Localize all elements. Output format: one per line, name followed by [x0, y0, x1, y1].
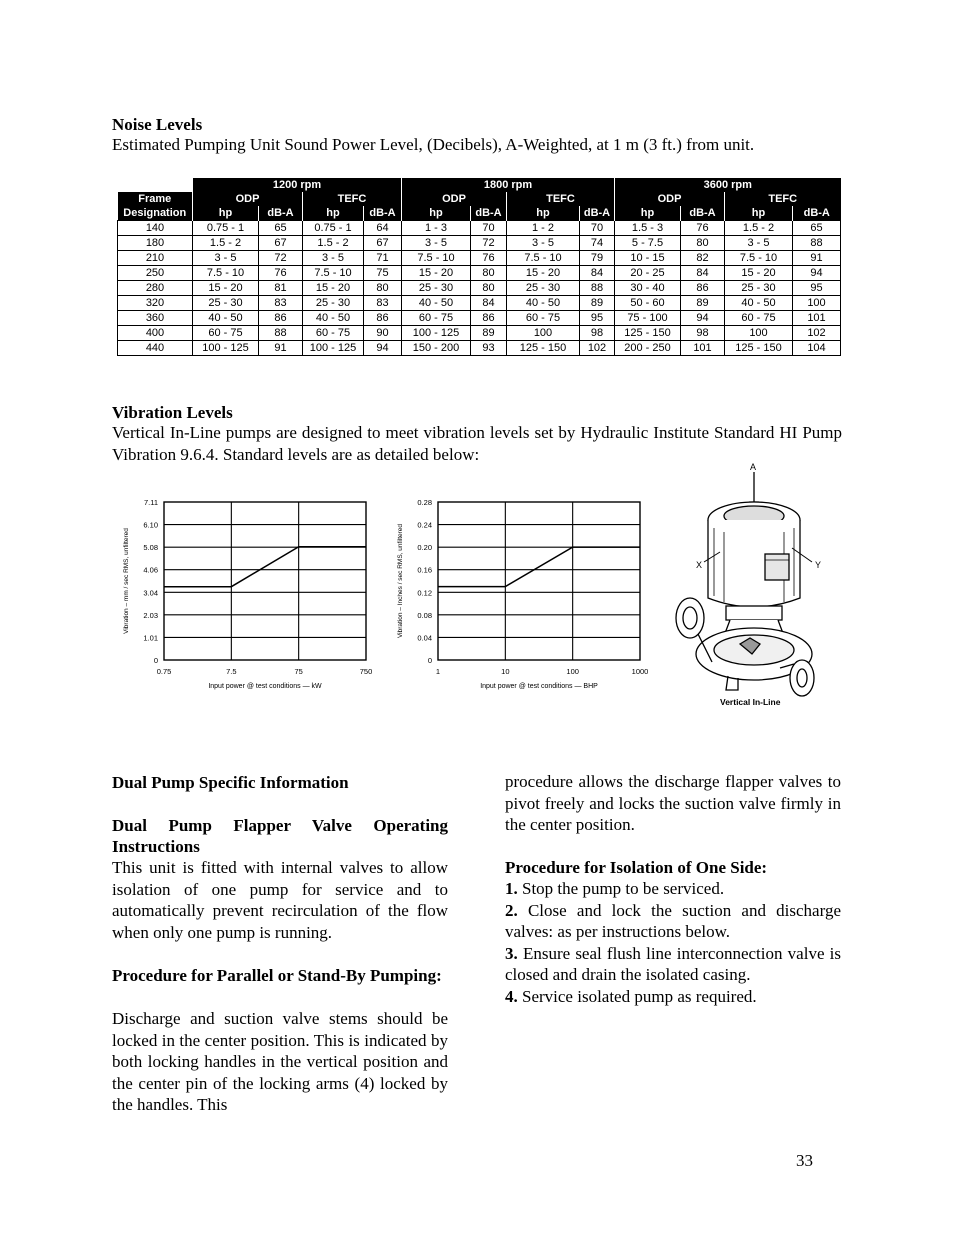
- step-number: 3.: [505, 943, 518, 963]
- table-cell: 60 - 75: [507, 311, 580, 326]
- y-tick-label: 0.24: [417, 520, 432, 530]
- table-cell: 25 - 30: [402, 281, 471, 296]
- table-cell: 25 - 30: [507, 281, 580, 296]
- table-row: [118, 341, 841, 356]
- table-cell: 210: [118, 251, 193, 266]
- vibration-chart-metric: [118, 492, 383, 697]
- illustration-caption: Vertical In-Line: [720, 697, 781, 707]
- parallel-text-b: procedure allows the discharge flapper valves to pivot freely and locks the suction valve firmly in the center position.: [505, 772, 841, 834]
- table-cell: 100: [793, 296, 841, 311]
- table-cell: 94: [793, 266, 841, 281]
- table-cell: 3 - 5: [303, 251, 364, 266]
- y-tick-label: 0.28: [417, 498, 432, 507]
- y-tick-label: 3.04: [143, 588, 158, 598]
- table-cell: 72: [471, 236, 507, 251]
- table-cell: 15 - 20: [507, 266, 580, 281]
- table-cell: 150 - 200: [402, 341, 471, 356]
- table-cell: 1.5 - 3: [615, 221, 681, 236]
- table-cell: 1 - 3: [402, 221, 471, 236]
- table-cell: 102: [793, 326, 841, 341]
- table-cell: 86: [471, 311, 507, 326]
- table-cell: 100 - 125: [303, 341, 364, 356]
- table-cell: 98: [580, 326, 615, 341]
- table-cell: 60 - 75: [402, 311, 471, 326]
- blank-header-cell: [118, 178, 193, 192]
- table-cell: 1.5 - 2: [193, 236, 259, 251]
- table-cell: 30 - 40: [615, 281, 681, 296]
- table-cell: 88: [793, 236, 841, 251]
- table-cell: 15 - 20: [402, 266, 471, 281]
- table-row: [118, 296, 841, 311]
- speed-header: 1200 rpm: [193, 178, 402, 192]
- hp-header: hp: [303, 206, 364, 221]
- table-cell: 74: [580, 236, 615, 251]
- table-row: [118, 281, 841, 296]
- table-cell: 125 - 150: [507, 341, 580, 356]
- table-cell: 10 - 15: [615, 251, 681, 266]
- table-cell: 80: [364, 281, 402, 296]
- y-tick-label: 0.08: [417, 610, 432, 620]
- table-cell: 40 - 50: [402, 296, 471, 311]
- x-tick-label: 750: [359, 667, 373, 676]
- table-cell: 50 - 60: [615, 296, 681, 311]
- step-item: [505, 986, 841, 1008]
- table-cell: 82: [681, 251, 725, 266]
- dba-header: dB-A: [471, 206, 507, 221]
- noise-heading: Noise Levels: [112, 115, 203, 134]
- vibration-heading: Vibration Levels: [112, 403, 233, 422]
- vertical-inline-pump-illustration: [668, 458, 838, 710]
- table-cell: 100: [725, 326, 793, 341]
- y-tick-label: 5.08: [143, 543, 158, 553]
- noise-table: [117, 178, 841, 356]
- plot-frame: [438, 502, 640, 660]
- table-cell: 0.75 - 1: [303, 221, 364, 236]
- table-cell: 76: [681, 221, 725, 236]
- enclosure-header: ODP: [402, 192, 507, 206]
- table-cell: 64: [364, 221, 402, 236]
- x-tick-label: 75: [294, 667, 303, 676]
- table-cell: 100 - 125: [402, 326, 471, 341]
- enclosure-header: TEFC: [725, 192, 841, 206]
- table-cell: 83: [364, 296, 402, 311]
- y-tick-label: 0: [153, 656, 158, 665]
- y-tick-label: 1.01: [143, 633, 158, 643]
- vibration-limit-line: [438, 547, 640, 587]
- table-cell: 100: [507, 326, 580, 341]
- step-number: 1.: [505, 879, 518, 898]
- table-cell: 101: [793, 311, 841, 326]
- x-tick-label: 0.75: [156, 667, 172, 676]
- table-cell: 180: [118, 236, 193, 251]
- step-text: Service isolated pump as required.: [522, 986, 757, 1006]
- table-cell: 25 - 30: [193, 296, 259, 311]
- hp-header: hp: [615, 206, 681, 221]
- x-tick-label: 7.5: [226, 667, 237, 676]
- table-cell: 1.5 - 2: [725, 221, 793, 236]
- table-row: [118, 221, 841, 236]
- table-cell: 95: [580, 311, 615, 326]
- enclosure-header: ODP: [193, 192, 303, 206]
- x-tick-label: 1: [435, 667, 441, 676]
- flapper-intro: This unit is fitted with internal valves to allow isolation of one pump for service and to automatically prevent recirculation of the flow when only one pump is running.: [112, 858, 448, 942]
- table-cell: 80: [471, 281, 507, 296]
- table-cell: 1 - 2: [507, 221, 580, 236]
- table-cell: 250: [118, 266, 193, 281]
- table-cell: 0.75 - 1: [193, 221, 259, 236]
- table-cell: 3 - 5: [193, 251, 259, 266]
- y-tick-label: 0.16: [417, 565, 432, 575]
- speed-header: 3600 rpm: [615, 178, 841, 192]
- table-cell: 7.5 - 10: [303, 266, 364, 281]
- table-cell: 98: [681, 326, 725, 341]
- vibration-limit-line: [164, 547, 366, 587]
- table-cell: 7.5 - 10: [402, 251, 471, 266]
- table-cell: 15 - 20: [303, 281, 364, 296]
- table-cell: 93: [471, 341, 507, 356]
- table-cell: 40 - 50: [725, 296, 793, 311]
- table-cell: 89: [471, 326, 507, 341]
- table-cell: 15 - 20: [193, 281, 259, 296]
- table-cell: 81: [259, 281, 303, 296]
- table-cell: 15 - 20: [725, 266, 793, 281]
- dba-header: dB-A: [364, 206, 402, 221]
- table-cell: 84: [471, 296, 507, 311]
- table-cell: 40 - 50: [193, 311, 259, 326]
- table-cell: 91: [259, 341, 303, 356]
- table-cell: 88: [259, 326, 303, 341]
- table-cell: 7.5 - 10: [193, 266, 259, 281]
- table-cell: 125 - 150: [615, 326, 681, 341]
- table-row: [118, 251, 841, 266]
- table-row: [118, 311, 841, 326]
- table-cell: 25 - 30: [725, 281, 793, 296]
- y-tick-label: 0: [427, 656, 432, 665]
- table-cell: 86: [364, 311, 402, 326]
- table-cell: 90: [364, 326, 402, 341]
- table-cell: 1.5 - 2: [303, 236, 364, 251]
- table-cell: 70: [580, 221, 615, 236]
- vibration-chart-imperial: [392, 492, 662, 697]
- table-cell: 140: [118, 221, 193, 236]
- dual-pump-heading: Dual Pump Specific Information: [112, 773, 349, 792]
- parallel-text-a: Discharge and suction valve stems should be locked in the center position. This is indicated by both locking handles in the vertical position and the center pin of the locking arms (4) locked by the handles. This: [112, 1009, 448, 1114]
- table-cell: 70: [471, 221, 507, 236]
- table-cell: 72: [259, 251, 303, 266]
- noise-table-body: [118, 221, 841, 356]
- table-cell: 84: [580, 266, 615, 281]
- vibration-description: Vertical In-Line pumps are designed to meet vibration levels set by Hydraulic Institute Standard HI Pump Vibration 9.6.4. Standard levels are as detailed below:: [112, 423, 842, 464]
- table-cell: 60 - 75: [725, 311, 793, 326]
- table-cell: 320: [118, 296, 193, 311]
- enclosure-header: TEFC: [507, 192, 615, 206]
- x-tick-label: 1000: [631, 667, 649, 676]
- axis-a-label: A: [750, 462, 757, 472]
- x-axis-label: Input power @ test conditions — BHP: [480, 683, 598, 690]
- hp-header: hp: [725, 206, 793, 221]
- y-tick-label: 7.11: [143, 498, 158, 507]
- step-text: Ensure seal flush line interconnection valve is closed and drain the isolated casing.: [505, 943, 841, 984]
- table-cell: 89: [580, 296, 615, 311]
- table-cell: 20 - 25: [615, 266, 681, 281]
- enclosure-header: ODP: [615, 192, 725, 206]
- noise-description: Estimated Pumping Unit Sound Power Level, (Decibels), A-Weighted, at 1 m (3 ft.) from unit.: [112, 135, 755, 154]
- table-cell: 3 - 5: [725, 236, 793, 251]
- table-cell: 75 - 100: [615, 311, 681, 326]
- hp-header: hp: [402, 206, 471, 221]
- table-cell: 79: [580, 251, 615, 266]
- table-cell: 76: [259, 266, 303, 281]
- y-tick-label: 0.12: [417, 588, 432, 598]
- y-tick-label: 6.10: [143, 520, 158, 530]
- table-cell: 80: [681, 236, 725, 251]
- isolation-steps: [505, 878, 841, 1007]
- table-cell: 71: [364, 251, 402, 266]
- table-cell: 89: [681, 296, 725, 311]
- table-cell: 65: [259, 221, 303, 236]
- table-cell: 67: [259, 236, 303, 251]
- designation-header: Designation: [118, 206, 193, 221]
- table-row: [118, 326, 841, 341]
- x-axis-label: Input power @ test conditions — kW: [208, 683, 322, 690]
- table-cell: 86: [259, 311, 303, 326]
- table-cell: 84: [681, 266, 725, 281]
- dba-header: dB-A: [580, 206, 615, 221]
- table-cell: 101: [681, 341, 725, 356]
- table-cell: 360: [118, 311, 193, 326]
- speed-header: 1800 rpm: [402, 178, 615, 192]
- y-tick-label: 4.06: [143, 565, 158, 575]
- table-cell: 88: [580, 281, 615, 296]
- flapper-heading: Dual Pump Flapper Valve Operating Instructions: [112, 816, 448, 856]
- table-cell: 83: [259, 296, 303, 311]
- table-row: [118, 266, 841, 281]
- table-cell: 280: [118, 281, 193, 296]
- page-number: 33: [796, 1151, 813, 1170]
- table-cell: 80: [471, 266, 507, 281]
- y-axis-label: Vibration – Inches / sec RMS, unfiltered: [397, 523, 404, 639]
- table-cell: 67: [364, 236, 402, 251]
- axis-x-label: X: [696, 560, 703, 570]
- y-tick-label: 2.03: [143, 610, 158, 620]
- table-cell: 104: [793, 341, 841, 356]
- step-number: 2.: [505, 900, 518, 920]
- table-cell: 65: [793, 221, 841, 236]
- x-tick-label: 10: [501, 667, 510, 676]
- axis-y-label: Y: [815, 560, 822, 570]
- table-cell: 440: [118, 341, 193, 356]
- enclosure-header: TEFC: [303, 192, 402, 206]
- table-cell: 75: [364, 266, 402, 281]
- step-number: 4.: [505, 986, 518, 1006]
- step-text: Close and lock the suction and discharge valves: as per instructions below.: [505, 900, 842, 941]
- y-tick-label: 0.04: [417, 633, 432, 643]
- table-cell: 91: [793, 251, 841, 266]
- frame-header: Frame: [118, 192, 193, 206]
- table-cell: 5 - 7.5: [615, 236, 681, 251]
- hp-header: hp: [193, 206, 259, 221]
- step-item: [505, 878, 841, 900]
- dba-header: dB-A: [259, 206, 303, 221]
- table-cell: 3 - 5: [507, 236, 580, 251]
- step-text: Stop the pump to be serviced.: [522, 879, 725, 898]
- table-cell: 7.5 - 10: [725, 251, 793, 266]
- dba-header: dB-A: [793, 206, 841, 221]
- table-cell: 76: [471, 251, 507, 266]
- table-cell: 3 - 5: [402, 236, 471, 251]
- table-cell: 94: [364, 341, 402, 356]
- table-cell: 60 - 75: [303, 326, 364, 341]
- table-cell: 125 - 150: [725, 341, 793, 356]
- table-cell: 40 - 50: [303, 311, 364, 326]
- table-cell: 7.5 - 10: [507, 251, 580, 266]
- table-cell: 200 - 250: [615, 341, 681, 356]
- isolation-heading: Procedure for Isolation of One Side:: [505, 858, 768, 877]
- x-tick-label: 100: [566, 667, 579, 676]
- table-cell: 86: [681, 281, 725, 296]
- hp-header: hp: [507, 206, 580, 221]
- plot-frame: [164, 502, 366, 660]
- table-cell: 400: [118, 326, 193, 341]
- table-cell: 95: [793, 281, 841, 296]
- step-item: [505, 900, 841, 943]
- dba-header: dB-A: [681, 206, 725, 221]
- y-tick-label: 0.20: [417, 543, 432, 553]
- table-cell: 100 - 125: [193, 341, 259, 356]
- table-cell: 102: [580, 341, 615, 356]
- y-axis-label: Vibration – mm / sec RMS, unfiltered: [123, 528, 130, 634]
- table-cell: 60 - 75: [193, 326, 259, 341]
- table-row: [118, 236, 841, 251]
- table-cell: 94: [681, 311, 725, 326]
- parallel-heading: Procedure for Parallel or Stand-By Pumping:: [112, 966, 442, 985]
- table-cell: 40 - 50: [507, 296, 580, 311]
- step-item: [505, 943, 841, 986]
- table-cell: 25 - 30: [303, 296, 364, 311]
